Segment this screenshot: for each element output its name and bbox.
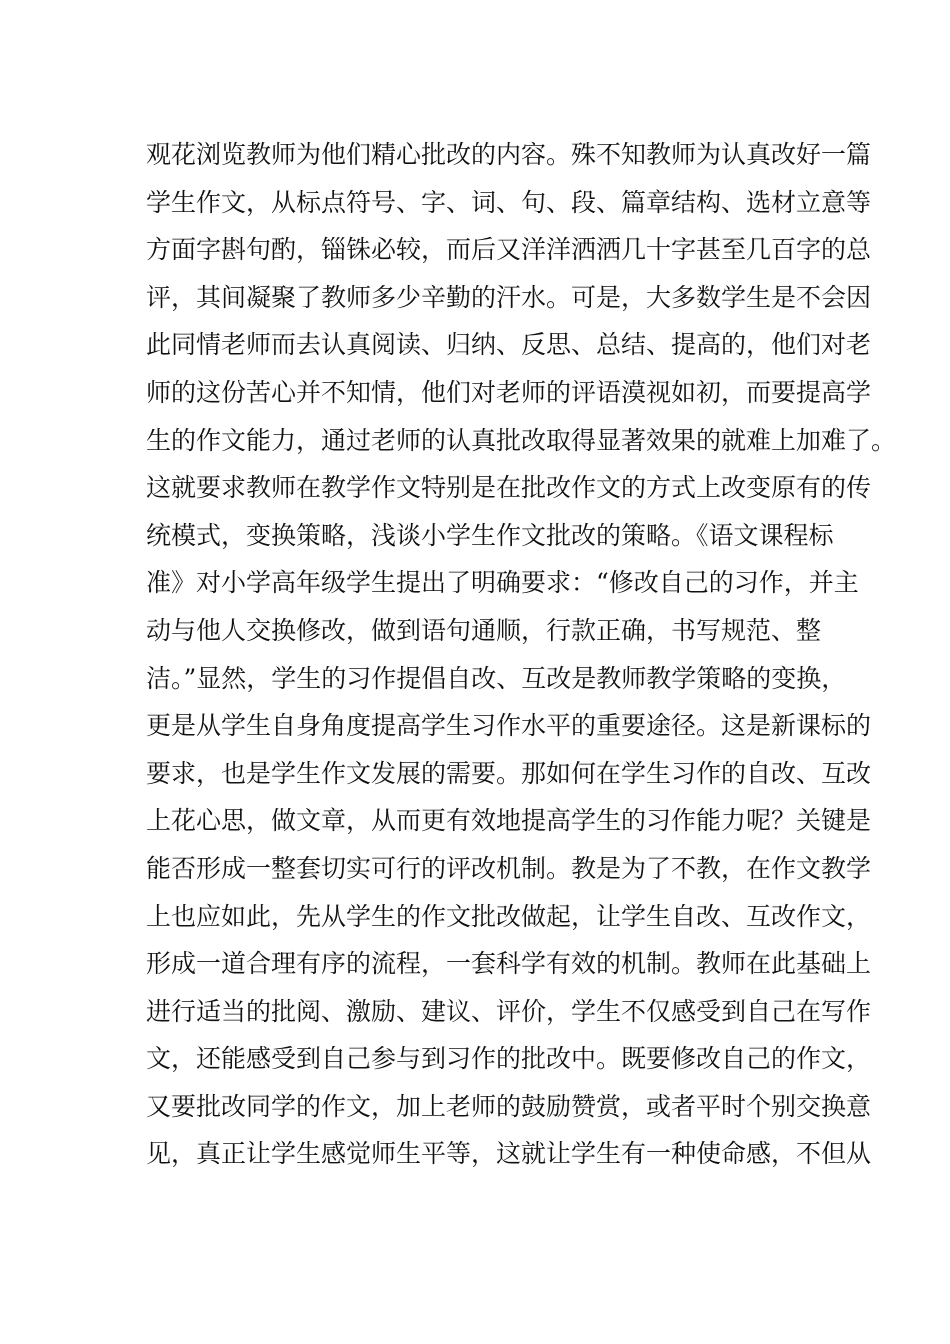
text-line: 动与他人交换修改，做到语句通顺，行款正确，书写规范、整 (146, 615, 822, 645)
text-line: 要求，也是学生作文发展的需要。那如何在学生习作的自改、互改 (146, 758, 872, 788)
text-line: 师的这份苦心并不知情，他们对老师的评语漠视如初，而要提高学 (146, 377, 872, 407)
text-line: 上花心思，做文章，从而更有效地提高学生的习作能力呢？关键是 (146, 806, 872, 836)
text-line: 生的作文能力，通过老师的认真批改取得显著效果的就难上加难了。 (146, 425, 897, 455)
text-line: 统模式，变换策略，浅谈小学生作文批改的策略。《语文课程标 (146, 520, 834, 550)
text-line: 这就要求教师在教学作文特别是在批改作文的方式上改变原有的传 (146, 473, 872, 503)
text-line: 更是从学生自身角度提高学生习作水平的重要途径。这是新课标的 (146, 711, 872, 741)
text-line: 评，其间凝聚了教师多少辛勤的汗水。可是，大多数学生是不会因 (146, 282, 872, 312)
text-line: 见，真正让学生感觉师生平等，这就让学生有一种使命感，不但从 (146, 1139, 872, 1169)
text-line: 上也应如此，先从学生的作文批改做起，让学生自改、互改作文， (146, 901, 872, 931)
text-line: 文，还能感受到自己参与到习作的批改中。既要修改自己的作文， (146, 1044, 872, 1074)
text-line: 能否形成一整套切实可行的评改机制。教是为了不教，在作文教学 (146, 853, 872, 883)
text-line: 学生作文，从标点符号、字、词、句、段、篇章结构、选材立意等 (146, 187, 872, 217)
text-line: 观花浏览教师为他们精心批改的内容。殊不知教师为认真改好一篇 (146, 140, 872, 169)
text-line: 又要批改同学的作文，加上老师的鼓励赞赏，或者平时个别交换意 (146, 1091, 872, 1121)
text-line: 进行适当的批阅、激励、建议、评价，学生不仅感受到自己在写作 (146, 996, 872, 1026)
text-line: 准》对小学高年级学生提出了明确要求：“修改自己的习作，并主 (146, 568, 859, 598)
text-line: 洁。”显然，学生的习作提倡自改、互改是教师教学策略的变换， (146, 663, 847, 693)
text-line: 此同情老师而去认真阅读、归纳、反思、总结、提高的，他们对老 (146, 330, 872, 360)
text-line: 方面字斟句酌，锱铢必较，而后又洋洋洒洒几十字甚至几百字的总 (146, 235, 872, 265)
text-line: 形成一道合理有序的流程，一套科学有效的机制。教师在此基础上 (146, 949, 872, 979)
body-text (146, 131, 897, 1178)
